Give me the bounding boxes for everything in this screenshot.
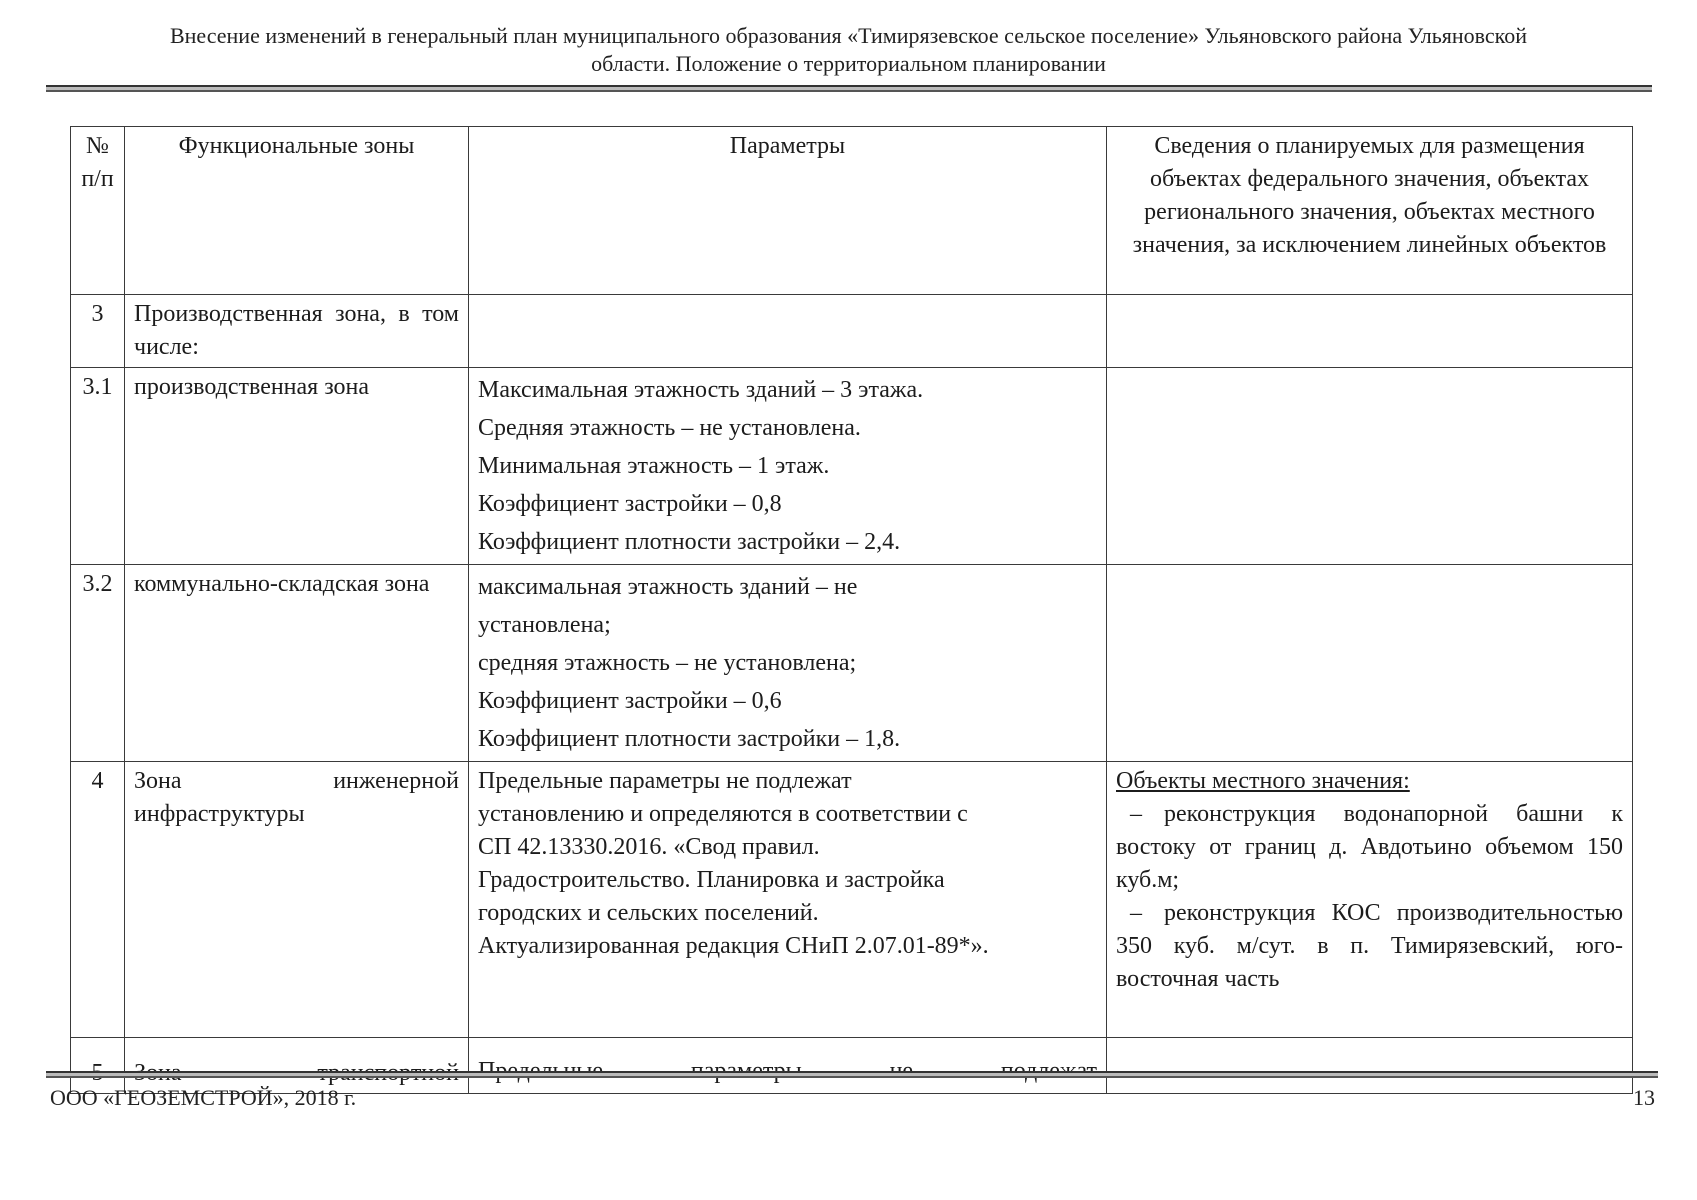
table-row <box>71 368 1633 565</box>
zone-name: Зона инженерной инфраструктуры <box>125 762 469 1038</box>
planned-facilities <box>1107 565 1633 762</box>
column-header-facilities: Сведения о планируемых для размещения объектах федерального значения, объектах регионального значения, объектах местного значения, за исключением линейных объектов <box>1107 127 1633 295</box>
row-number: 3.1 <box>71 368 125 565</box>
table-row <box>71 762 1633 1038</box>
zone-name: коммунально-складская зона <box>125 565 469 762</box>
facility-item: – реконструкция КОС производительностью 350 куб. м/сут. в п. Тимирязевский, юго-восточная часть <box>1116 900 1623 992</box>
header-divider <box>46 85 1652 92</box>
zone-name: производственная зона <box>125 368 469 565</box>
parameter-line: СП 42.13330.2016. «Свод правил. <box>478 834 820 860</box>
table-row <box>71 295 1633 368</box>
table-row <box>71 565 1633 762</box>
page-header <box>60 22 1637 78</box>
parameter-line: Предельные параметры не подлежат <box>478 768 852 794</box>
row-number: 3.2 <box>71 565 125 762</box>
functional-zones-table <box>70 126 1633 1094</box>
column-header-number: № п/п <box>71 127 125 295</box>
parameter-line: Коэффициент плотности застройки – 2,4. <box>478 529 901 555</box>
parameter-line: Коэффициент плотности застройки – 1,8. <box>478 726 901 752</box>
parameter-line: городских и сельских поселений. <box>478 900 819 926</box>
parameter-line: максимальная этажность зданий – не <box>478 574 858 600</box>
document-title-line2: области. Положение о территориальном планировании <box>591 51 1106 76</box>
parameter-line: Максимальная этажность зданий – 3 этажа. <box>478 377 924 403</box>
zone-name: Производственная зона, в том числе: <box>125 295 469 368</box>
parameter-line: Актуализированная редакция СНиП 2.07.01-89*». <box>478 933 989 959</box>
row-number: 3 <box>71 295 125 368</box>
parameter-line: средняя этажность – не установлена; <box>478 650 857 676</box>
planned-facilities <box>1107 368 1633 565</box>
footer-company: ООО «ГЕОЗЕМСТРОЙ», 2018 г. <box>50 1085 357 1110</box>
zone-parameters <box>469 1038 1107 1094</box>
planned-facilities <box>1107 1038 1633 1094</box>
column-header-zones: Функциональные зоны <box>125 127 469 295</box>
parameter-line: Минимальная этажность – 1 этаж. <box>478 453 830 479</box>
planned-facilities <box>1107 295 1633 368</box>
parameter-line: установлена; <box>478 612 611 638</box>
page-number: 13 <box>1633 1085 1655 1110</box>
parameter-line: Градостроительство. Планировка и застройка <box>478 867 945 893</box>
parameter-line: Коэффициент застройки – 0,6 <box>478 688 782 714</box>
table-header-row <box>71 127 1633 295</box>
document-title-line1: Внесение изменений в генеральный план муниципального образования «Тимирязевское сельское поселение» Ульяновского района Ульяновской <box>169 23 1528 48</box>
planned-facilities <box>1107 762 1633 1038</box>
zone-parameters <box>469 368 1107 565</box>
zone-parameters <box>469 295 1107 368</box>
zone-parameters <box>469 565 1107 762</box>
facility-item: – реконструкция водонапорной башни к востоку от границ д. Авдотьино объемом 150 куб.м; <box>1116 801 1623 893</box>
parameter-line: Средняя этажность – не установлена. <box>478 415 861 441</box>
parameter-line: установлению и определяются в соответствии с <box>478 801 968 827</box>
zone-parameters <box>469 762 1107 1038</box>
table-body <box>71 295 1633 1094</box>
column-header-parameters: Параметры <box>469 127 1107 295</box>
facilities-heading: Объекты местного значения: <box>1116 768 1410 794</box>
parameter-line: Коэффициент застройки – 0,8 <box>478 491 782 517</box>
footer-divider <box>46 1071 1658 1078</box>
row-number: 4 <box>71 762 125 1038</box>
